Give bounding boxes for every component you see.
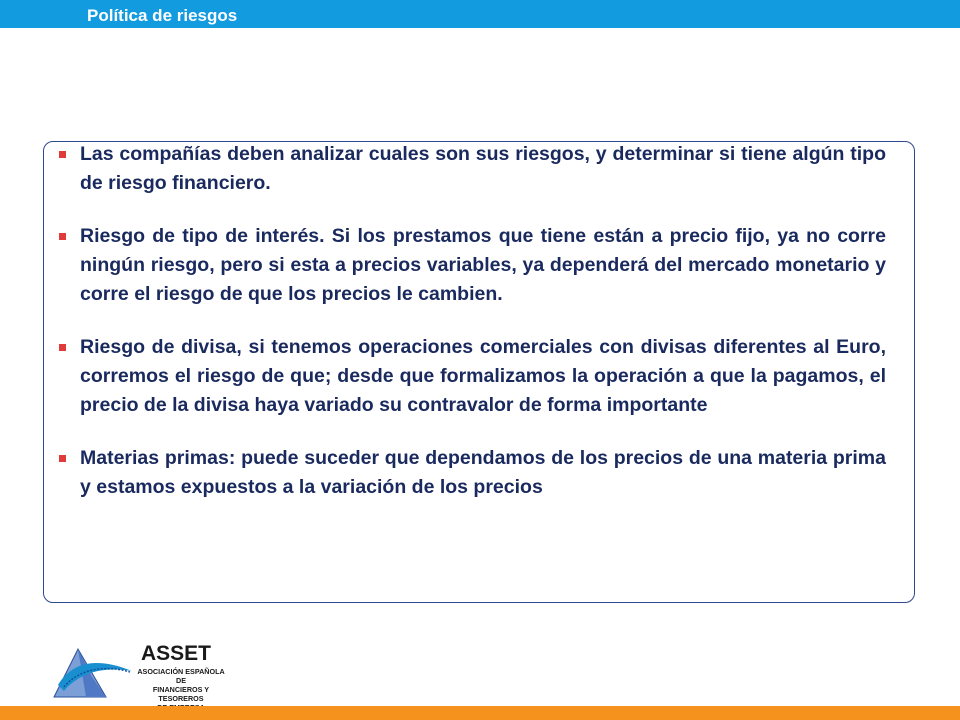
bullet-list — [58, 140, 886, 526]
asset-logo — [50, 641, 225, 703]
square-bullet-icon — [59, 455, 66, 462]
bullet-item — [58, 222, 886, 309]
square-bullet-icon — [59, 233, 66, 240]
bullet-text: Las compañías deben analizar cuales son sus riesgos, y determinar si tiene algún tipo de riesgo financiero. — [80, 143, 886, 194]
logo-name: ASSET — [141, 642, 212, 665]
bullet-text: Riesgo de divisa, si tenemos operaciones comerciales con divisas diferentes al Euro, corremos el riesgo de que; desde que formalizamos la operación a que la pagamos, el precio de la divisa haya variado su contravalor de forma importante — [80, 336, 886, 416]
bullet-item — [58, 140, 886, 198]
square-bullet-icon — [59, 151, 66, 158]
logo-subtitle-line: ASOCIACIÓN ESPAÑOLA DE — [137, 667, 225, 685]
page-title: Política de riesgos — [87, 6, 238, 25]
square-bullet-icon — [59, 344, 66, 351]
bullet-item — [58, 333, 886, 420]
bullet-item — [58, 444, 886, 502]
header-bar — [0, 0, 960, 28]
asset-logo-mark-icon — [50, 641, 140, 699]
logo-subtitle-line: FINANCIEROS Y TESOREROS — [152, 685, 210, 703]
bullet-text: Materias primas: puede suceder que dependamos de los precios de una materia prima y estamos expuestos a la variación de los precios — [80, 447, 886, 498]
footer-bar — [0, 706, 960, 720]
bullet-text: Riesgo de tipo de interés. Si los prestamos que tiene están a precio fijo, ya no corre ningún riesgo, pero si esta a precios variables, ya dependerá del mercado monetario y corre el riesgo de que los precios le cambien. — [80, 225, 886, 305]
